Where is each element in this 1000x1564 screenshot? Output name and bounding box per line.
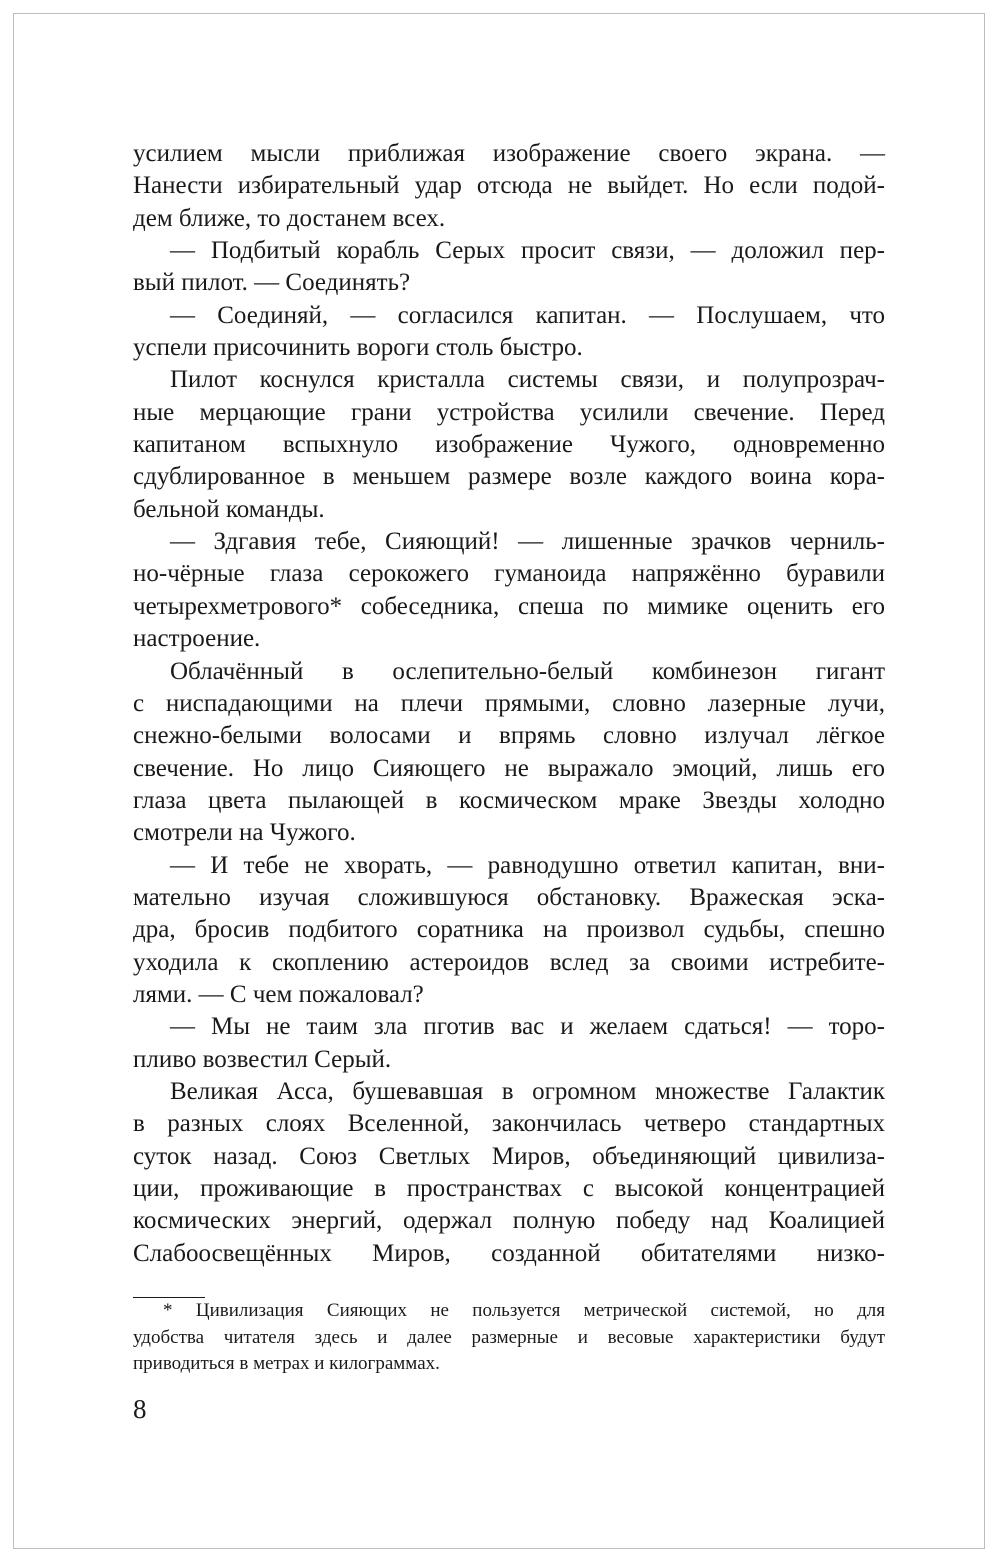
text-line: — Подбитый корабль Серых просит связи, — доложил пер-	[170, 237, 885, 265]
text-line: с ниспадающими на плечи прямыми, словно лазерные лучи,	[133, 689, 885, 717]
text-line: лями. — С чем пожаловал?	[133, 980, 424, 1008]
main-text	[133, 138, 885, 1270]
text-line: — Здгавия тебе, Сияющий! — лишенные зрачков черниль-	[170, 528, 885, 556]
text-line: дра, бросив подбитого соратника на произвол судьбы, спешно	[133, 916, 885, 944]
text-line: сдублированное в меньшем размере возле каждого воина кора-	[133, 463, 885, 491]
text-line: — Соединяй, — согласился капитан. — Послушаем, что	[170, 301, 885, 329]
text-line: пливо возвестил Серый.	[133, 1045, 392, 1073]
text-line: успели присочинить вороги столь быстро.	[133, 334, 583, 362]
text-line: Пилот коснулся кристалла системы связи, и полупрозрач-	[170, 366, 885, 394]
text-line: ные мерцающие грани устройства усилили свечение. Перед	[133, 398, 885, 426]
text-line: в разных слоях Вселенной, закончилась четверо стандартных	[133, 1110, 885, 1138]
text-line: Великая Асса, бушевавшая в огромном множестве Галактик	[170, 1077, 885, 1105]
footnote	[133, 1298, 885, 1378]
text-line: ции, проживающие в пространствах с высокой концентрацией	[133, 1175, 885, 1202]
text-line: дем ближе, то достанем всех.	[133, 204, 446, 232]
text-line: вый пилот. — Соединять?	[133, 269, 411, 297]
text-line: снежно-белыми волосами и впрямь словно излучал лёгкое	[133, 722, 885, 750]
text-line: но-чёрные глаза серокожего гуманоида напряжённо буравили	[133, 560, 885, 588]
text-line: четырехметрового* собеседника, спеша по мимике оценить его	[133, 592, 885, 620]
text-line: суток назад. Союз Светлых Миров, объединяющий цивилиза-	[133, 1142, 885, 1170]
footnote-line: * Цивилизация Сияющих не пользуется метрической системой, но для	[163, 1300, 885, 1321]
page-number: 8	[133, 1394, 147, 1424]
text-line: — Мы не таим зла пготив вас и желаем сдаться! — торо-	[170, 1013, 885, 1041]
text-line: смотрели на Чужого.	[133, 819, 356, 847]
text-line: настроение.	[133, 625, 261, 653]
text-line: — И тебе не хворать, — равнодушно ответил капитан, вни-	[170, 851, 885, 879]
text-line: бельной команды.	[133, 495, 325, 523]
footnote-line: удобства читателя здесь и далее размерные и весовые характеристики будут	[133, 1326, 885, 1348]
text-line: свечение. Но лицо Сияющего не выражало эмоций, лишь его	[133, 754, 885, 782]
text-line: Слабоосвещённых Миров, созданной обитателями низко-	[133, 1239, 885, 1267]
text-line: уходила к скоплению астероидов вслед за своими истребите-	[133, 948, 885, 976]
text-line: Нанести избирательный удар отсюда не выйдет. Но если подой-	[133, 172, 885, 200]
text-line: глаза цвета пылающей в космическом мраке Звезды холодно	[133, 786, 885, 814]
footnote-line: приводиться в метрах и килограммах.	[133, 1353, 440, 1374]
text-line: Облачённый в ослепительно-белый комбинезон гигант	[170, 657, 885, 685]
text-line: космических энергий, одержал полную победу над Коалицией	[133, 1207, 885, 1235]
text-line: усилием мысли приближая изображение своего экрана. —	[133, 140, 885, 167]
text-line: капитаном вспыхнуло изображение Чужого, одновременно	[133, 431, 885, 459]
text-line: мательно изучая сложившуюся обстановку. Вражеская эска-	[133, 883, 885, 911]
